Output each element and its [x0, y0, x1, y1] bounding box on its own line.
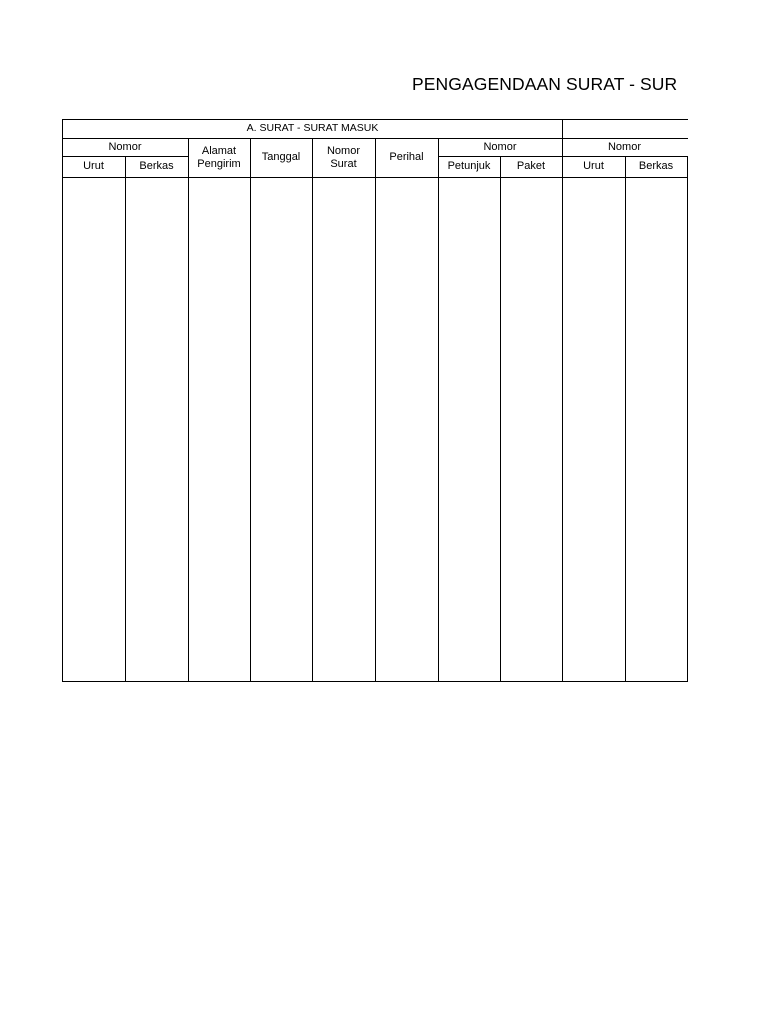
section-divider	[562, 119, 563, 682]
header-paket: Paket	[516, 160, 546, 173]
header-alamat-pengirim: Alamat Pengirim	[197, 144, 241, 170]
header-tanggal: Tanggal	[261, 151, 301, 164]
header-urut-1: Urut	[83, 160, 104, 173]
page-title: PENGAGENDAAN SURAT - SUR	[412, 74, 678, 94]
section-a-title: A. SURAT - SURAT MASUK	[246, 122, 379, 135]
column-divider-berkas-alamat	[188, 138, 189, 682]
header-perihal: Perihal	[389, 151, 424, 164]
header-nomor-2: Nomor	[483, 140, 517, 153]
header-urut-2: Urut	[583, 160, 604, 173]
column-divider-nomor-surat-perihal	[375, 138, 376, 682]
column-divider-perihal-petunjuk	[438, 138, 439, 682]
header-nomor-3: Nomor	[607, 140, 641, 153]
column-divider-berkas-next	[687, 156, 688, 682]
column-divider-tanggal-nomor-surat	[312, 138, 313, 682]
column-divider-petunjuk-paket	[500, 156, 501, 682]
header-berkas-1: Berkas	[139, 160, 174, 173]
header-nomor-surat: Nomor Surat	[326, 144, 360, 170]
column-divider-urut-berkas-1	[125, 156, 126, 682]
header-petunjuk: Petunjuk	[447, 160, 491, 173]
column-divider-urut-berkas-2	[625, 156, 626, 682]
header-berkas-2: Berkas	[638, 160, 674, 173]
header-nomor-1: Nomor	[108, 140, 142, 153]
column-divider-alamat-tanggal	[250, 138, 251, 682]
table-left-border	[62, 119, 63, 682]
